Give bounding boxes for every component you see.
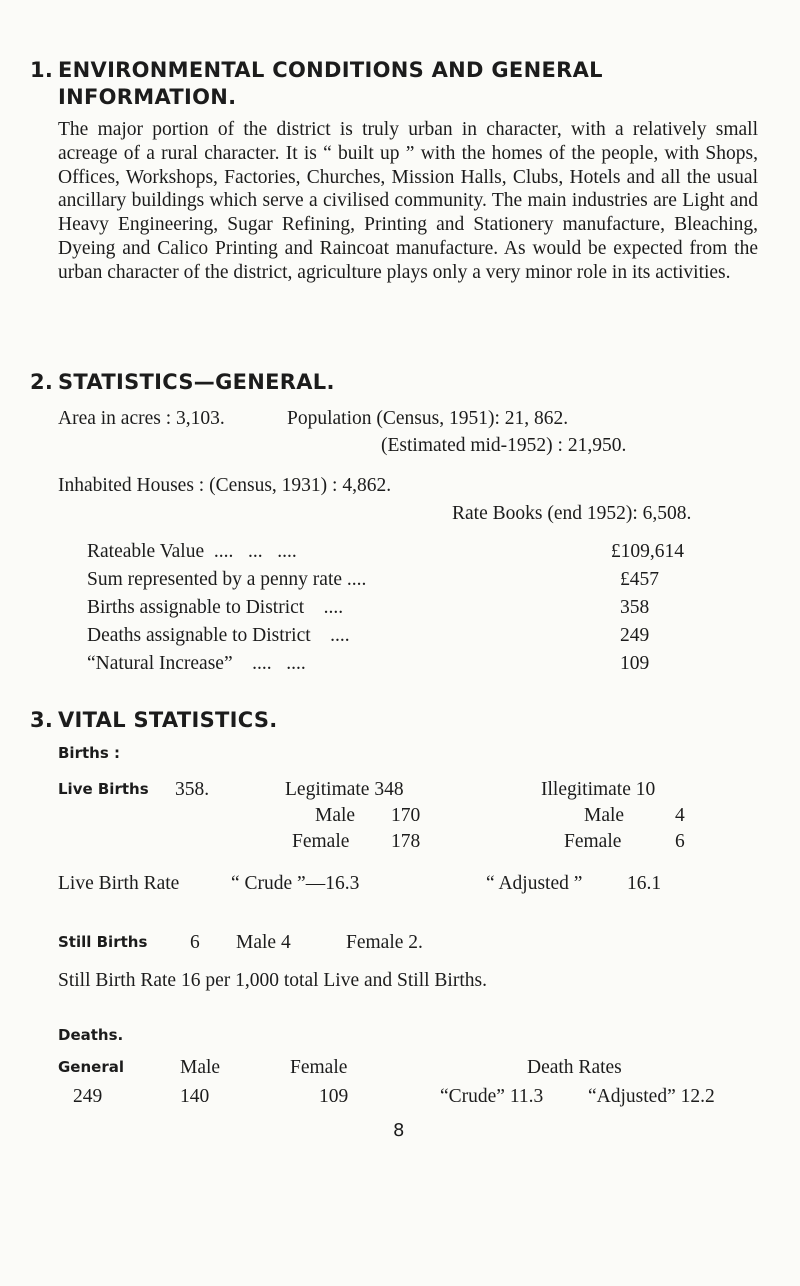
deaths-general-label: General [58,1058,124,1076]
section1-title-continued: INFORMATION. [58,85,237,109]
stat-row-value: £457 [620,569,659,590]
stat-row-label: Deaths assignable to District .... [87,625,350,646]
section1-paragraph: The major portion of the district is truly urban in character, with a relatively small acreage of a rural character. It is “ built up ” with the homes of the people, with Shops, Offices, Workshops, Factories, Churches, Mission Halls, Clubs, Hotels and all the usual ancillary buildings which serve a civilised community. The main industries are Light and Heavy Engineering, Sugar Refining, Printing and Stationery manufacture, Bleaching, Dyeing and Calico Printing and Raincoat manufacture. As would be expected from the urban character of the district, agriculture plays only a very minor role in its activities. [58,119,758,283]
legitimate-female-value: 178 [391,831,421,852]
deaths-male-value: 140 [180,1086,210,1107]
section1-number: 1. [30,58,54,82]
stat-row-label: “Natural Increase” .... .... [87,653,306,674]
legitimate-female-label: Female [292,831,350,852]
illegitimate-female-value: 6 [675,831,685,852]
still-births-female: Female 2. [346,932,423,953]
section3-number: 3. [30,708,54,732]
stat-row-value: £109,614 [610,541,684,562]
legitimate-male-value: 170 [391,805,421,826]
illegitimate-total: Illegitimate 10 [541,779,656,800]
population-line: Population (Census, 1951): 21, 862. [287,408,569,429]
illegitimate-male-value: 4 [675,805,685,826]
section1-title: ENVIRONMENTAL CONDITIONS AND GENERAL [58,58,603,82]
stat-row-value: 109 [620,653,650,674]
live-births-value: 358. [175,779,210,800]
inhabited-houses-line: Inhabited Houses : (Census, 1931) : 4,862. [58,475,392,496]
live-births-label: Live Births [58,780,149,798]
death-rate-adjusted: “Adjusted” 12.2 [588,1086,715,1107]
section2-number: 2. [30,370,54,394]
illegitimate-female-label: Female [564,831,622,852]
page-number: 8 [393,1120,405,1141]
deaths-general-value: 249 [73,1086,103,1107]
deaths-heading: Deaths. [58,1026,124,1044]
illegitimate-male-label: Male [584,805,625,826]
live-birth-rate-crude: “ Crude ”—16.3 [231,873,360,894]
area-line: Area in acres : 3,103. [58,408,225,429]
rate-books-line: Rate Books (end 1952): 6,508. [452,503,692,524]
deaths-female-label: Female [290,1057,348,1078]
legitimate-total: Legitimate 348 [285,779,404,800]
live-birth-rate-label: Live Birth Rate [58,873,180,894]
deaths-female-value: 109 [319,1086,349,1107]
death-rate-crude: “Crude” 11.3 [440,1086,544,1107]
deaths-male-label: Male [180,1057,221,1078]
stat-row-label: Sum represented by a penny rate .... [87,569,367,590]
births-heading: Births : [58,744,120,762]
still-births-male: Male 4 [236,932,291,953]
section3-title: VITAL STATISTICS. [58,708,278,732]
still-birth-rate: Still Birth Rate 16 per 1,000 total Live and Still Births. [58,970,487,991]
section2-title: STATISTICS—GENERAL. [58,370,335,394]
still-births-label: Still Births [58,933,148,951]
stat-row-value: 358 [620,597,650,618]
death-rates-label: Death Rates [527,1057,622,1078]
still-births-total: 6 [190,932,200,953]
stat-row-label: Births assignable to District .... [87,597,344,618]
stat-row-value: 249 [620,625,650,646]
estimated-population-line: (Estimated mid-1952) : 21,950. [381,435,627,456]
live-birth-rate-adjusted-value: 16.1 [627,873,662,894]
legitimate-male-label: Male [315,805,356,826]
live-birth-rate-adjusted-label: “ Adjusted ” [486,873,583,894]
stat-row-label: Rateable Value .... ... .... [87,541,297,562]
